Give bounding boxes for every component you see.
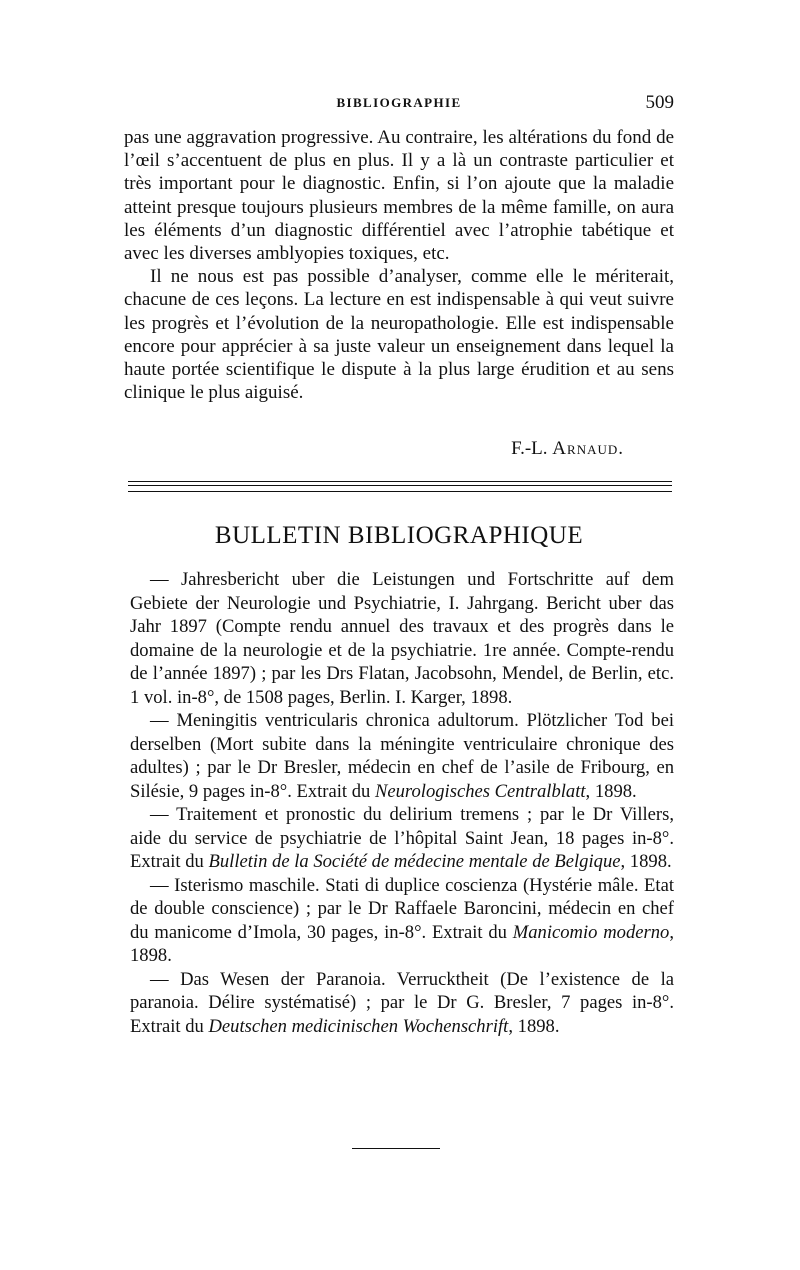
review-paragraph: Il ne nous est pas possible d’analyser, comme elle le mériterait, chacune de ces leçons. La lecture en est indispensable à qui veut suivre les progrès et l’évolution de la neuropathologie. Elle est indispensable encore pour apprécier à sa juste valeur un enseignement dans lequel la haute portée scientifique le dispute à la plus large érudition et au sens clinique le plus aiguisé. — [124, 266, 674, 404]
review-text — [124, 126, 674, 404]
journal-title: Deutschen medicinischen Wochenschrift — [208, 1015, 509, 1037]
signature-initials: F.-L. — [511, 438, 548, 459]
bulletin-entry — [130, 568, 674, 709]
entry-text: , 1898. — [620, 851, 672, 872]
journal-title: Neurologisches Centralblatt — [374, 780, 586, 802]
entry-text: — Traitement et pronostic du delirium tremens ; par le Dr Villers, aide du service de psychiatrie de l’hôpital Saint Jean, 18 pages in-8°. Extrait du — [130, 804, 674, 872]
running-header — [124, 92, 674, 114]
bulletin-entry — [130, 874, 674, 968]
review-signature — [124, 438, 624, 460]
review-paragraph: pas une aggravation progressive. Au contraire, les altérations du fond de l’œil s’accentuent de plus en plus. Il y a là un contraste particulier et très important pour le diagnostic. Enfin, si l’on ajoute que la maladie atteint presque toujours plusieurs membres de la même famille, on aura les éléments d’un diagnostic différentiel avec l’atrophie tabétique et avec les diverses amblyopies toxiques, etc. — [124, 127, 674, 265]
section-title: BULLETIN BIBLIOGRAPHIQUE — [214, 522, 584, 549]
entry-text: , 1898. — [508, 1015, 560, 1037]
end-rule — [352, 1148, 440, 1149]
entry-text: — Isterismo maschile. Stati di duplice coscienza (Hystérie mâle. Etat de double conscience) ; par le Dr Raffaele Baroncini, médecin en chef du manicome d’Imola, 30 pages, in-8°. Extrait du — [130, 874, 674, 943]
bulletin-entry — [130, 968, 674, 1039]
journal-title: Manicomio moderno — [512, 921, 670, 943]
signature-name: Arnaud. — [552, 438, 624, 459]
entry-text: — Jahresbericht uber die Leistungen und Fortschritte auf dem Gebiete der Neurologie und Psychiatrie, I. Jahrgang. Bericht uber das Jahr 1897 (Compte rendu annuel des travaux et des progrès dans le domaine de la neurologie et de la psychiatrie. 1re année. Compte-rendu de l’année 1897) ; par les Drs Flatan, Jacobsohn, Mendel, de Berlin, etc. 1 vol. in-8°, de 1508 pages, Berlin. I. Karger, 1898. — [130, 569, 674, 708]
journal-title: Bulletin de la Société de médecine mentale de Belgique — [208, 851, 621, 872]
entry-text: — Das Wesen der Paranoia. Verrucktheit (De l’existence de la paranoia. Délire systématisé) ; par le Dr G. Bresler, 7 pages in-8°. Extrait du — [130, 968, 674, 1037]
bulletin-entries — [130, 568, 674, 1038]
section-divider-double — [128, 481, 672, 486]
entry-text: , 1898. — [130, 921, 674, 966]
entry-text: — Meningitis ventricularis chronica adultorum. Plötzlicher Tod bei derselben (Mort subite dans la méningite ventriculaire chronique des adultes) ; par le Dr Bresler, médecin en chef de l’asile de Fribourg, en Silésie, 9 pages in-8°. Extrait du — [130, 710, 674, 802]
section-divider — [128, 491, 672, 492]
bulletin-entry — [130, 709, 674, 803]
bulletin-entry — [130, 803, 674, 874]
page-number: 509 — [645, 92, 674, 113]
entry-text: , 1898. — [585, 780, 637, 802]
running-title: BIBLIOGRAPHIE — [336, 95, 462, 110]
